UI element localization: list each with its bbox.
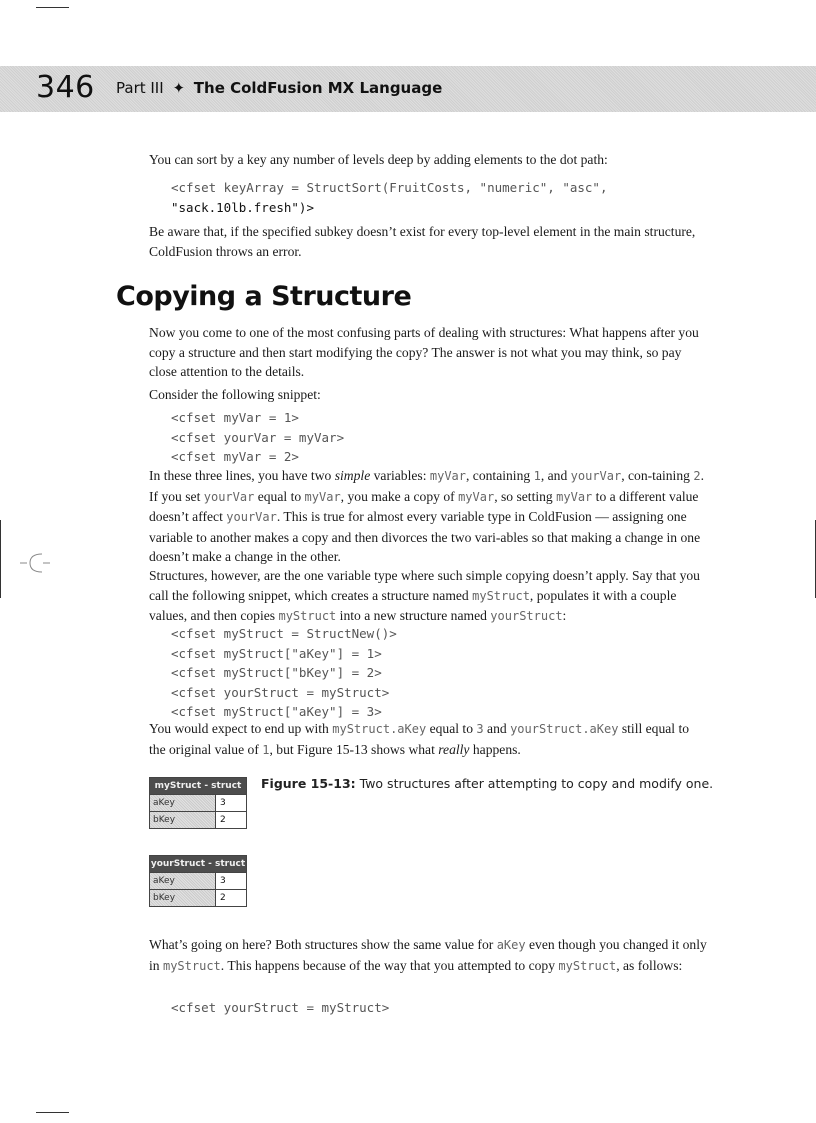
struct-dump-yourstruct	[149, 855, 247, 907]
chapter-title: The ColdFusion MX Language	[193, 79, 443, 97]
struct-key: aKey	[150, 873, 216, 889]
code-line: <cfset myStruct = StructNew()>	[171, 626, 397, 641]
code-line: <cfset myStruct["aKey"] = 3>	[171, 704, 382, 719]
page-number: 346	[36, 70, 95, 105]
struct-title: myStruct - struct	[150, 778, 246, 794]
code-line: <cfset myVar = 1>	[171, 410, 299, 425]
separator-icon: ✦	[172, 79, 186, 97]
part-label: Part III	[116, 79, 164, 97]
code-line: <cfset myStruct["aKey"] = 1>	[171, 645, 382, 661]
struct-key: aKey	[150, 795, 216, 811]
code-line: <cfset yourVar = myVar>	[171, 429, 345, 445]
struct-key: bKey	[150, 890, 216, 906]
struct-value: 2	[216, 812, 246, 828]
struct-title: yourStruct - struct	[150, 856, 246, 872]
paragraph-copying-intro: Now you come to one of the most confusing parts of dealing with structures: What happens after you copy a structure and then start modifying the copy? The answer is not what you may think, so pay close attention to the details.	[149, 325, 699, 379]
crop-mark-bottom	[36, 1112, 69, 1113]
paragraph-expectation: You would expect to end up with myStruct.aKey equal to 3 and yourStruct.aKey still equal to the original value of 1, but Figure 15-13 shows what really happens.	[149, 721, 690, 757]
struct-dump-mystruct	[149, 777, 247, 829]
struct-value: 2	[216, 890, 246, 906]
struct-value: 3	[216, 873, 246, 889]
paragraph-subkey-warning: Be aware that, if the specified subkey doesn’t exist for every top-level element in the main structure, ColdFusion throws an error.	[149, 224, 696, 259]
code-block-struct-copy	[171, 624, 397, 722]
code-line: <cfset myStruct["bKey"] = 2>	[171, 665, 382, 680]
figure-caption	[261, 776, 713, 791]
code-block-structsort	[171, 178, 608, 217]
table-row	[150, 889, 246, 906]
figure-label: Figure 15-13:	[261, 776, 356, 791]
table-row	[150, 811, 246, 828]
struct-key: bKey	[150, 812, 216, 828]
paragraph-simple-variables: In these three lines, you have two simple variables: myVar, containing 1, and yourVar, con-taining 2. If you set yourVar equal to myVar, you make a copy of myVar, so setting myVar to a different value doesn’t affect yourVar. This is true for almost every variable type in ColdFusion — assigning one variable to another makes a copy and then divorces the two vari-ables so that making a change in one doesn’t make a change in the other.	[149, 468, 704, 564]
registration-mark-icon	[20, 548, 50, 578]
code-line: "sack.10lb.fresh")>	[171, 199, 314, 215]
figure-caption-text: Two structures after attempting to copy and modify one.	[359, 776, 714, 791]
crop-mark-top	[36, 7, 69, 8]
paragraph-explanation: What’s going on here? Both structures show the same value for aKey even though you changed it only in myStruct. This happens because of the way that you attempted to copy myStruct, as follows:	[149, 937, 707, 973]
table-row	[150, 872, 246, 889]
code-line: <cfset keyArray = StructSort(FruitCosts, "numeric", "asc",	[171, 180, 608, 195]
paragraph-structures-differ: Structures, however, are the one variable type where such simple copying doesn’t apply. Say that you call the following snippet, which creates a structure named myStruct, populates it with a couple values, and then copies myStruct into a new structure named yourStruct:	[149, 568, 700, 623]
table-row	[150, 794, 246, 811]
paragraph-consider: Consider the following snippet:	[149, 387, 321, 402]
struct-value: 3	[216, 795, 246, 811]
crop-mark-left	[0, 520, 1, 598]
paragraph-sort-intro: You can sort by a key any number of levels deep by adding elements to the dot path:	[149, 152, 608, 167]
code-line: <cfset myVar = 2>	[171, 449, 299, 464]
code-line: <cfset yourStruct = myStruct>	[171, 684, 390, 700]
running-head	[116, 79, 442, 97]
code-block-assignment	[171, 998, 389, 1018]
section-heading: Copying a Structure	[116, 281, 412, 312]
code-line: <cfset yourStruct = myStruct>	[171, 1000, 390, 1015]
code-block-simple-vars	[171, 408, 344, 467]
